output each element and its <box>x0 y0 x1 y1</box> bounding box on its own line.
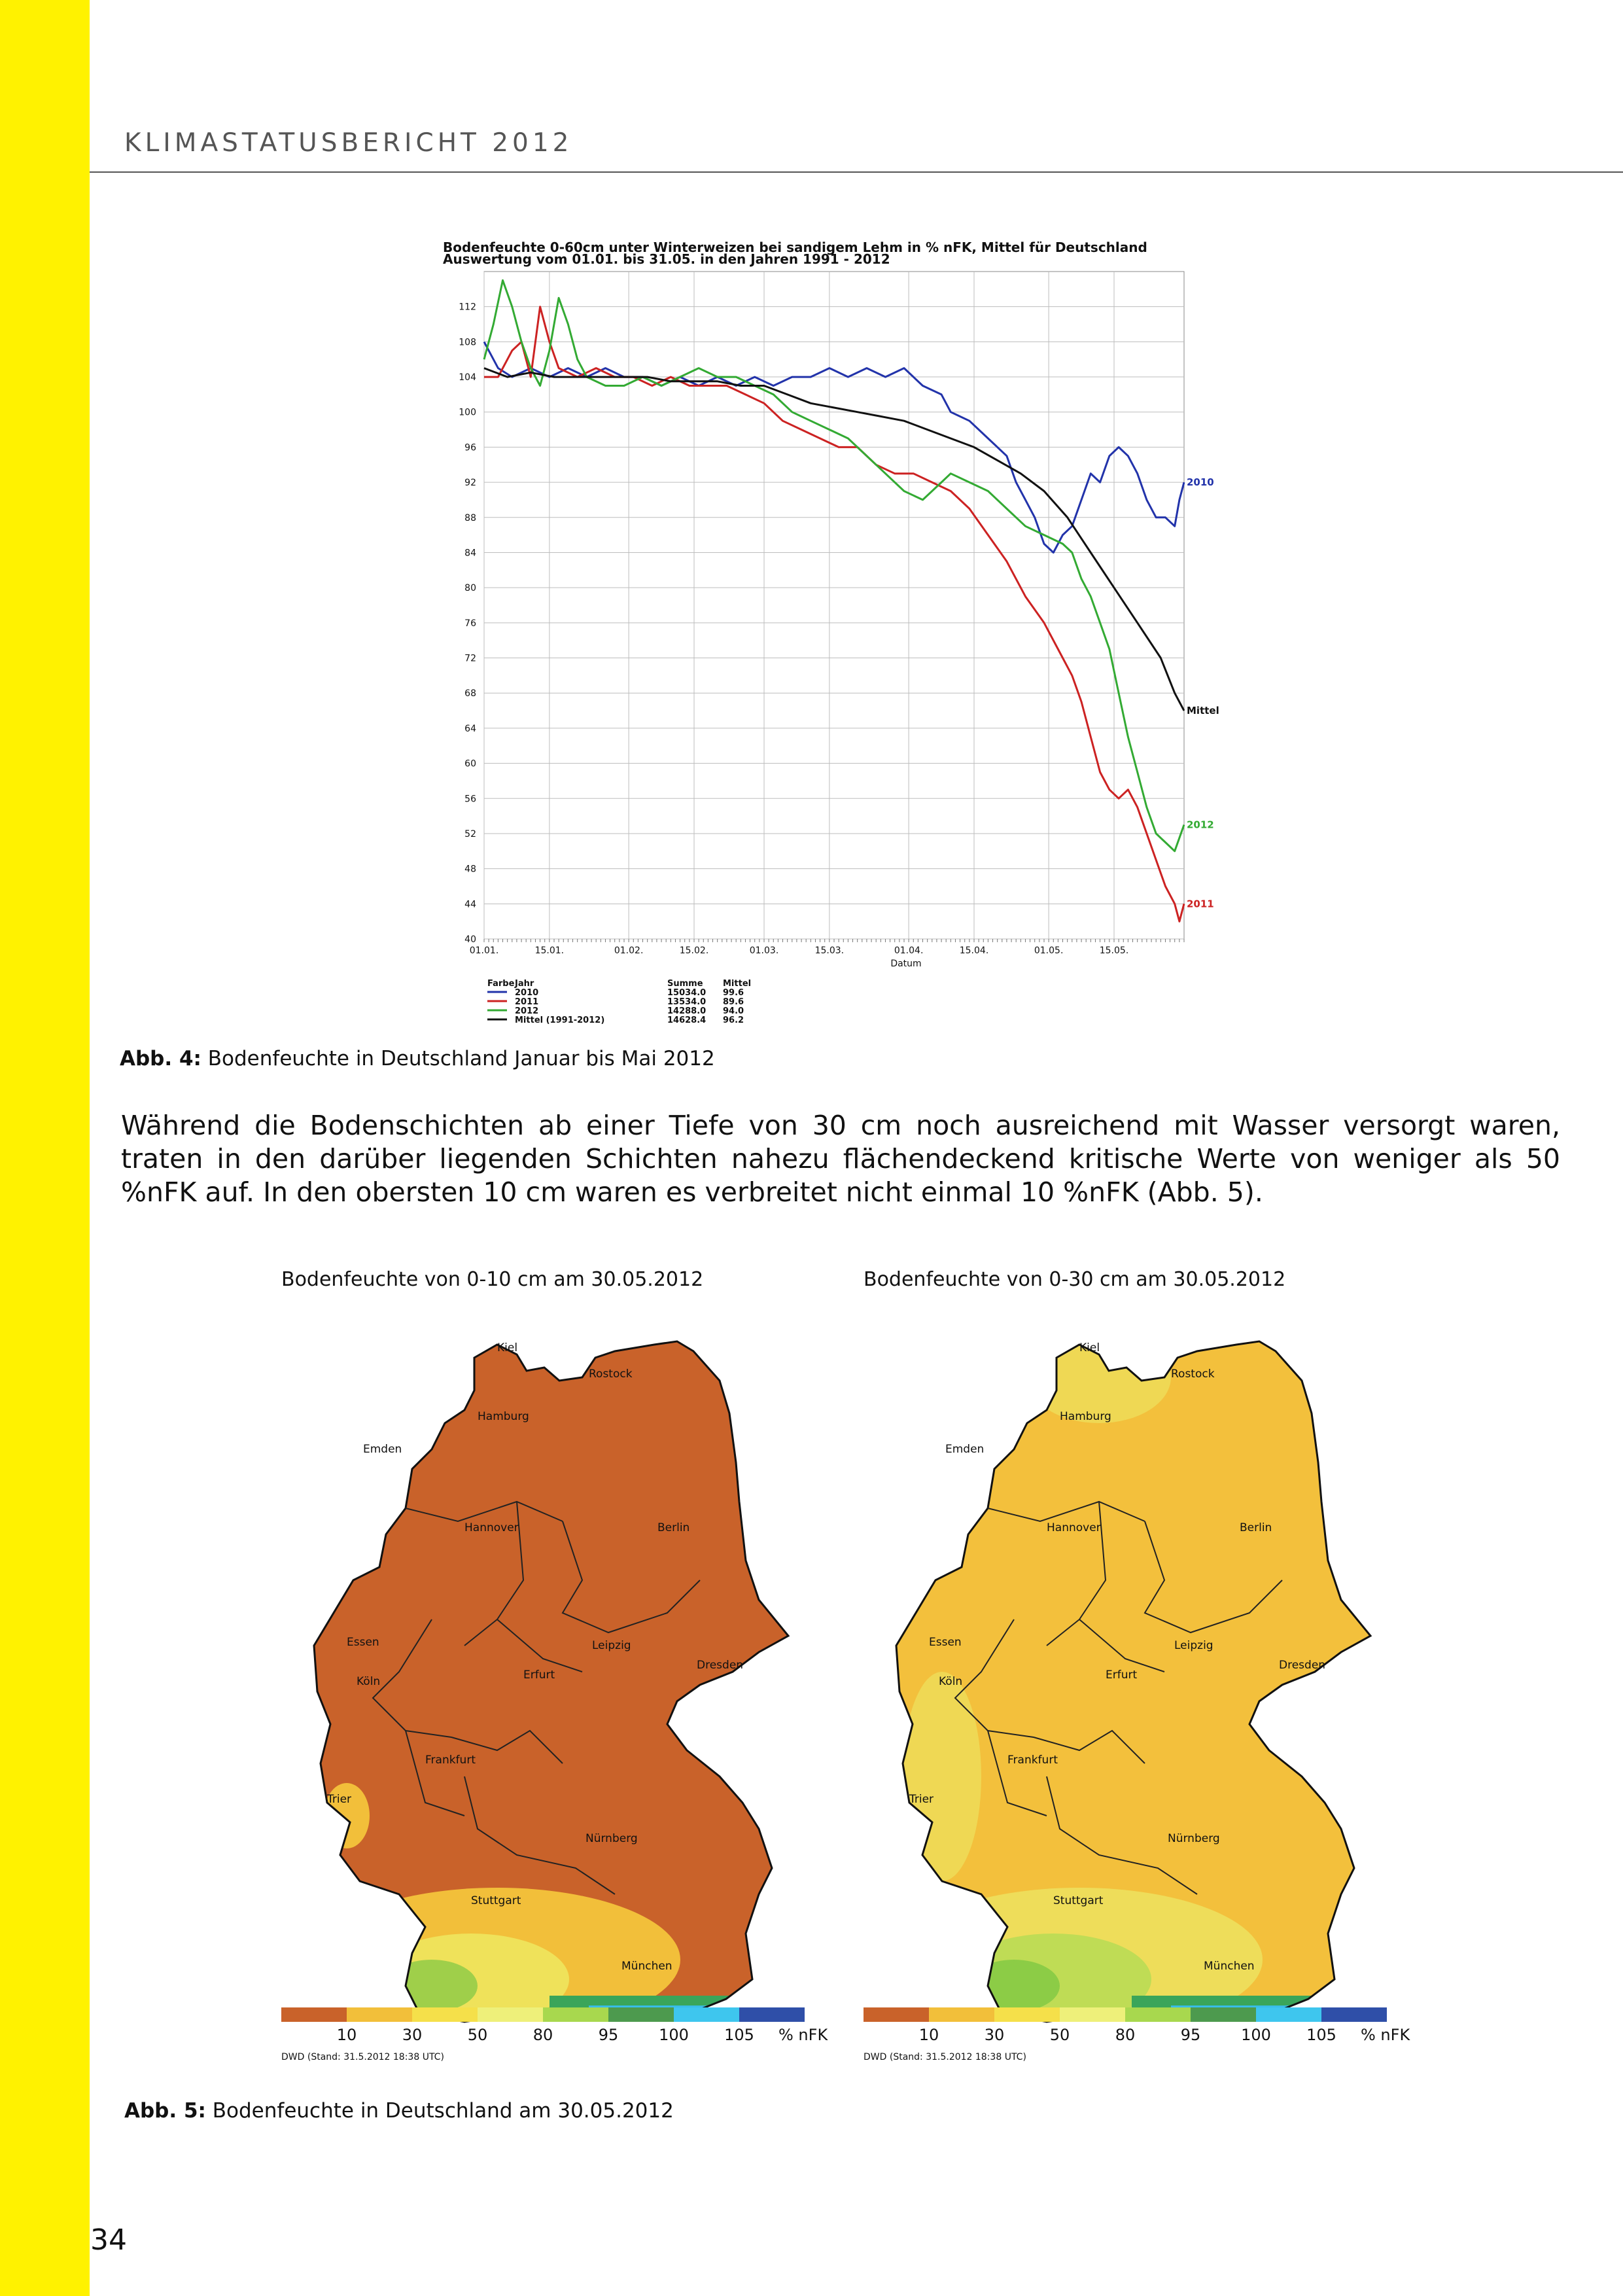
map-city-label: Nürnberg <box>585 1832 638 1845</box>
y-tick-label: 48 <box>464 864 476 875</box>
figure4-caption-label: Abb. 4: <box>120 1047 201 1070</box>
legend-cell: Mittel (1991-2012) <box>515 1016 605 1025</box>
x-tick-label: 15.01. <box>534 945 565 956</box>
colorbar-swatch <box>739 2007 805 2022</box>
map-city-label: München <box>621 1960 672 1973</box>
colorbar-label: 10 <box>918 2026 939 2044</box>
colorbar-swatch <box>478 2007 543 2022</box>
legend-header: Farbe <box>487 979 515 989</box>
x-tick-label: 15.02. <box>679 945 709 956</box>
colorbar-label: 30 <box>402 2026 423 2044</box>
x-tick-label: 15.04. <box>959 945 989 956</box>
figure5-caption-text: Bodenfeuchte in Deutschland am 30.05.2012 <box>205 2099 674 2123</box>
map-city-label: Essen <box>347 1636 379 1649</box>
colorbar-swatch <box>1321 2007 1387 2022</box>
x-tick-label: 15.05. <box>1099 945 1129 956</box>
map-title: Bodenfeuchte von 0-30 cm am 30.05.2012 <box>864 1268 1286 1291</box>
map-city-label: Köln <box>357 1675 381 1688</box>
x-tick-label: 15.03. <box>814 945 845 956</box>
y-tick-label: 104 <box>459 372 476 383</box>
map-city-label: Emden <box>945 1443 985 1456</box>
colorbar-swatch <box>608 2007 674 2022</box>
x-tick-label: 01.05. <box>1034 945 1064 956</box>
body-paragraph: Während die Bodenschichten ab einer Tiefe von 30 cm noch ausreichend mit Wasser versorgt waren, traten in den darüber liegenden Schichten nahezu flächendeckend kritische Werte von weniger als 50 %nFK auf. In den obersten 10 cm waren es verbreitet nicht einmal 10 %nFK (Abb. 5). <box>121 1110 1560 1208</box>
y-tick-label: 100 <box>459 407 476 418</box>
map-body <box>301 1305 798 2038</box>
y-tick-label: 68 <box>464 688 476 699</box>
y-tick-label: 80 <box>464 583 476 594</box>
legend-cell: 14628.4 <box>667 1016 707 1025</box>
colorbar-swatch <box>994 2007 1060 2022</box>
legend-cell: 2010 <box>515 988 539 998</box>
map-city-label: Kiel <box>497 1341 518 1354</box>
legend-cell: 2012 <box>515 1006 539 1016</box>
colorbar-source: DWD (Stand: 31.5.2012 18:38 UTC) <box>281 2052 444 2062</box>
figure4-caption <box>120 1047 715 1070</box>
map-city-label: Rostock <box>589 1368 633 1381</box>
series-end-label: 2011 <box>1187 898 1214 910</box>
colorbar-label: 100 <box>659 2026 689 2044</box>
colorbar-label: 80 <box>1115 2026 1136 2044</box>
legend-cell: 89.6 <box>723 997 744 1007</box>
colorbar-unit: % nFK <box>1361 2026 1410 2044</box>
map-city-label: Berlin <box>657 1521 690 1534</box>
legend-cell: 99.6 <box>723 988 744 998</box>
figure5-caption-label: Abb. 5: <box>124 2099 206 2123</box>
map-region-west <box>903 1672 981 1881</box>
legend-cell: 14288.0 <box>667 1006 707 1016</box>
colorbar-swatch <box>864 2007 929 2022</box>
colorbar-swatch <box>347 2007 412 2022</box>
legend-cell: 13534.0 <box>667 997 707 1007</box>
running-title: KLIMASTATUSBERICHT 2012 <box>124 128 573 158</box>
map-city-label: Frankfurt <box>425 1754 476 1767</box>
y-tick-label: 72 <box>464 653 476 664</box>
colorbar-swatch <box>543 2007 608 2022</box>
legend-header: Mittel <box>723 979 752 989</box>
y-tick-label: 60 <box>464 758 476 769</box>
x-tick-label: 01.03. <box>749 945 779 956</box>
y-tick-label: 84 <box>464 548 476 559</box>
colorbar-label: 30 <box>984 2026 1005 2044</box>
x-tick-label: 01.04. <box>894 945 924 956</box>
y-axis-ticks <box>459 302 476 945</box>
map-city-label: Erfurt <box>523 1669 555 1682</box>
y-tick-label: 92 <box>464 478 476 489</box>
chart-title: Bodenfeuchte 0-60cm unter Winterweizen bei sandigem Lehm in % nFK, Mittel für Deutschland <box>443 239 1147 255</box>
map-city-label: Leipzig <box>1174 1639 1213 1652</box>
map-city-label: Trier <box>909 1793 934 1806</box>
colorbar-label: 105 <box>1306 2026 1336 2044</box>
y-tick-label: 40 <box>464 934 476 945</box>
x-tick-label: 01.01. <box>469 945 499 956</box>
y-tick-label: 96 <box>464 442 476 453</box>
colorbar-swatch <box>281 2007 347 2022</box>
map-0-30cm <box>864 1268 1410 2062</box>
map-region-black-forest <box>386 1960 478 2012</box>
colorbar-label: 105 <box>724 2026 754 2044</box>
x-axis-label: Datum <box>890 959 922 969</box>
map-city-label: Berlin <box>1240 1521 1272 1534</box>
colorbar-swatch <box>1125 2007 1191 2022</box>
map-city-label: Leipzig <box>592 1639 631 1652</box>
legend-cell: 15034.0 <box>667 988 707 998</box>
map-city-label: Hamburg <box>478 1410 529 1423</box>
colorbar-unit: % nFK <box>778 2026 828 2044</box>
y-tick-label: 112 <box>459 302 476 313</box>
colorbar-label: 50 <box>1049 2026 1070 2044</box>
soil-moisture-line-chart <box>432 232 1256 1040</box>
y-tick-label: 64 <box>464 723 476 734</box>
colorbar-label: 10 <box>336 2026 357 2044</box>
colorbar-label: 95 <box>598 2026 619 2044</box>
legend-cell: 96.2 <box>723 1016 744 1025</box>
map-city-label: Dresden <box>1279 1659 1326 1672</box>
series-end-label: 2010 <box>1187 476 1214 489</box>
y-tick-label: 52 <box>464 828 476 839</box>
figure5-caption <box>124 2099 674 2123</box>
map-city-label: Trier <box>327 1793 352 1806</box>
map-0-10cm <box>281 1268 828 2062</box>
y-tick-label: 44 <box>464 899 476 910</box>
map-title: Bodenfeuchte von 0-10 cm am 30.05.2012 <box>281 1268 704 1291</box>
series-end-label: 2012 <box>1187 819 1214 831</box>
map-body <box>883 1305 1380 2038</box>
colorbar-swatch <box>674 2007 739 2022</box>
legend-header: Summe <box>667 979 703 989</box>
map-city-label: Frankfurt <box>1007 1754 1058 1767</box>
colorbar-swatch <box>929 2007 994 2022</box>
map-city-label: Essen <box>929 1636 962 1649</box>
colorbar-swatch <box>1191 2007 1256 2022</box>
figure4-caption-text: Bodenfeuchte in Deutschland Januar bis Mai 2012 <box>201 1047 715 1070</box>
map-city-label: Emden <box>363 1443 402 1456</box>
colorbar-swatch <box>412 2007 478 2022</box>
colorbar <box>864 2007 1410 2062</box>
legend-cell: 2011 <box>515 997 539 1007</box>
map-city-label: Köln <box>939 1675 963 1688</box>
map-city-label: Hamburg <box>1060 1410 1111 1423</box>
map-city-label: Hannover <box>1047 1521 1101 1534</box>
map-city-label: München <box>1204 1960 1255 1973</box>
y-tick-label: 76 <box>464 618 476 629</box>
colorbar-label: 50 <box>467 2026 488 2044</box>
map-city-label: Dresden <box>697 1659 744 1672</box>
chart-subtitle: Auswertung vom 01.01. bis 31.05. in den Jahren 1991 - 2012 <box>443 251 890 267</box>
series-end-label: Mittel <box>1187 705 1219 717</box>
colorbar-swatch <box>1060 2007 1125 2022</box>
map-city-label: Rostock <box>1171 1368 1215 1381</box>
yellow-margin-bar <box>0 0 90 2296</box>
colorbar-label: 80 <box>532 2026 553 2044</box>
chart-legend <box>487 979 751 1025</box>
y-tick-label: 88 <box>464 512 476 523</box>
x-tick-label: 01.02. <box>614 945 644 956</box>
colorbar-swatch <box>1256 2007 1321 2022</box>
colorbar-source: DWD (Stand: 31.5.2012 18:38 UTC) <box>864 2052 1026 2062</box>
map-city-label: Stuttgart <box>471 1894 521 1907</box>
map-city-label: Hannover <box>464 1521 519 1534</box>
colorbar-label: 100 <box>1241 2026 1271 2044</box>
map-city-label: Erfurt <box>1106 1669 1138 1682</box>
map-region-black-forest <box>968 1960 1060 2012</box>
soil-moisture-maps <box>255 1256 1433 2068</box>
y-tick-label: 108 <box>459 337 476 348</box>
colorbar <box>281 2007 828 2062</box>
x-axis-ticks <box>470 945 1129 956</box>
legend-cell: 94.0 <box>723 1006 744 1016</box>
y-tick-label: 56 <box>464 794 476 805</box>
map-city-label: Stuttgart <box>1053 1894 1104 1907</box>
map-city-label: Kiel <box>1079 1341 1100 1354</box>
page-number: 34 <box>90 2223 127 2257</box>
map-city-label: Nürnberg <box>1168 1832 1220 1845</box>
legend-header: Jahr <box>515 979 534 989</box>
colorbar-label: 95 <box>1180 2026 1201 2044</box>
header-rule <box>90 171 1623 173</box>
